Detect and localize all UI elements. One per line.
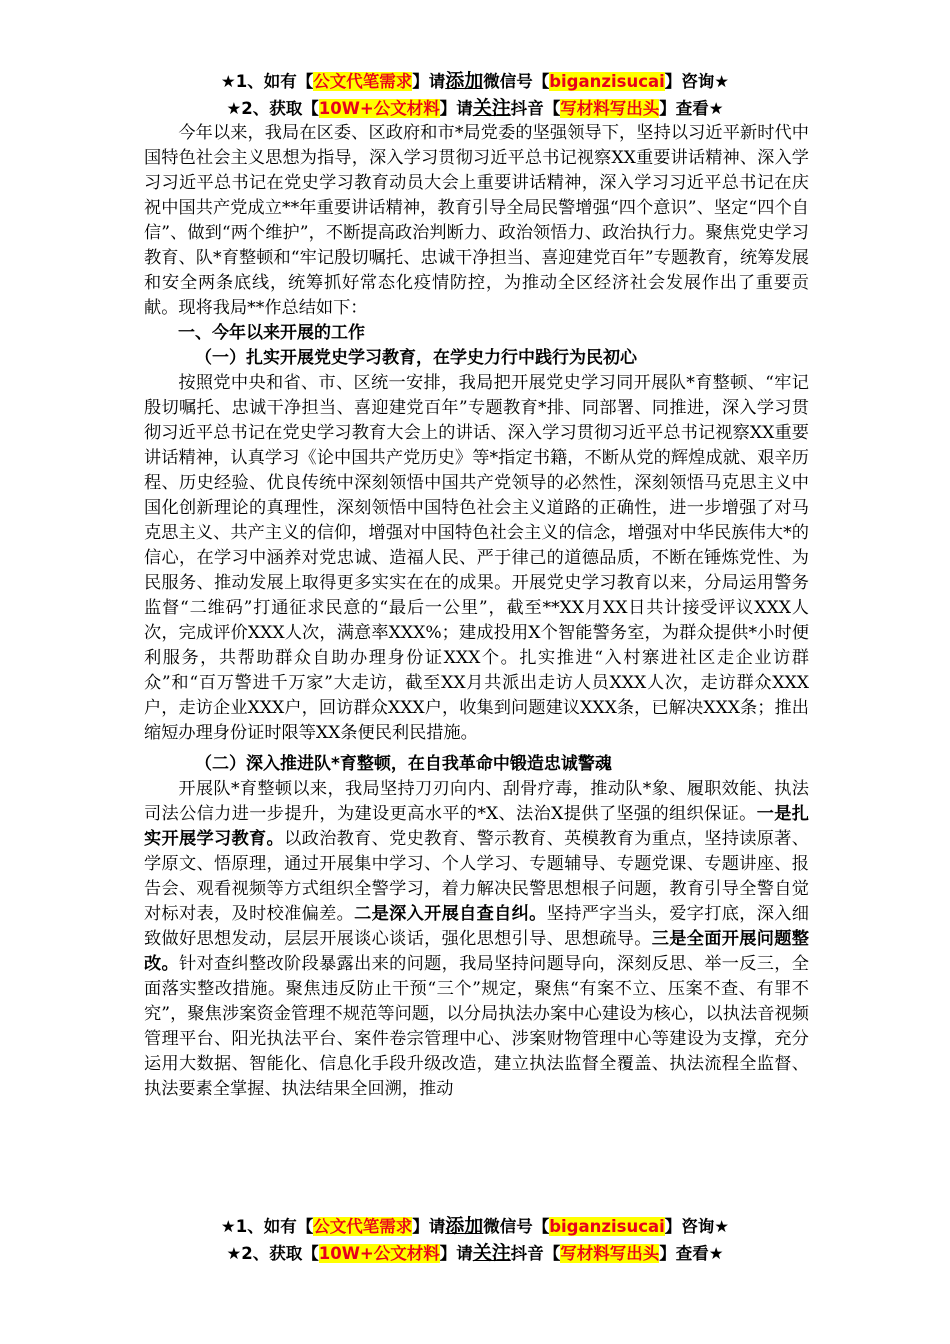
paragraph-text: 针对查纠整改阶段暴露出来的问题，我局坚持问题导向，深刻反思、举一反三，全面落实整改措施。聚焦违反防止干预“三个”规定，聚焦“有案不立、压案不查、有罪不究”，聚焦涉案资金管理不规范等问题，以分局执法办案中心建设为核心，以执法音视频管理平台、阳光执法平台、案件卷宗管理中心、涉案财物管理中心等建设为支撑，充分运用大数据、智能化、信息化手段升级改造，建立执法监督全覆盖、执法流程全监督、执法要素全掌握、执法结果全回溯，推动	[144, 954, 809, 1099]
promo-text: 】请	[439, 1244, 473, 1263]
promo-text: 抖音【	[510, 99, 561, 118]
subsection-heading-1: （一）扎实开展党史学习教育，在学史力行中践行为民初心	[195, 348, 637, 368]
promo-text: ★2、获取【	[226, 99, 319, 118]
promo-text: 微信号【	[483, 72, 550, 91]
promo-text: 】咨询★	[664, 72, 730, 91]
paragraph-text: 坚持严字当头，爱字打底，深入细致做好思想发动，层层开展谈心谈话，强化思想引导、思想疏导。	[144, 904, 809, 949]
promo-text: 】查看★	[659, 99, 724, 118]
intro-paragraph: 今年以来，我局在区委、区政府和市*局党委的坚强领导下，坚持以习近平新时代中国特色社会主义思想为指导，深入学习贯彻习近平总书记视察XX重要讲话精神、深入学习习近平总书记在党史学习教育动员大会上重要讲话精神，深入学习习近平总书记在庆祝中国共产党成立**年重要讲话精神，教育引导全局民警增强“四个意识”、坚定“四个自信”、做到“两个维护”，不断提高政治判断力、政治领悟力、政治执行力。聚焦党史学习教育、队*育整顿和“牢记殷切嘱托、忠诚干净担当、喜迎建党百年”专题教育，统筹发展和安全两条底线，统筹抓好常态化疫情防控，为推动全区经济社会发展作出了重要贡献。现将我局**作总结如下：	[144, 123, 809, 318]
paragraph-text: 以政治教育、党史教育、警示教育、英模教育为重点，坚持读原著、学原文、悟原理，通过开展集中学习、个人学习、专题辅导、专题党课、专题讲座、报告会、观看视频等方式组织全警学习，着力解决民警思想根子问题，教育引导全警自觉对标对表，及时校准偏差。	[144, 829, 809, 924]
document-body	[144, 121, 809, 1201]
subsection-2-paragraph	[144, 777, 809, 1102]
subsection-heading-2: （二）深入推进队*育整顿，在自我革命中锻造忠诚警魂	[195, 754, 612, 774]
bold-point-3: 三是全面开展问题整改。	[144, 929, 809, 974]
promo-highlight: 10W+公文材料	[318, 1244, 440, 1263]
promo-emphasis: 关注	[472, 1242, 511, 1264]
subsection-1-paragraph: 按照党中央和省、市、区统一安排，我局把开展党史学习同开展队*育整顿、“牢记殷切嘱托、忠诚干净担当、喜迎建党百年”专题教育*排、同部署、同推进，深入学习贯彻习近平总书记在党史学习教育大会上的讲话、深入学习贯彻习近平总书记视察XX重要讲话精神，认真学习《论中国共产党历史》等*指定书籍，不断从党的辉煌成就、艰辛历程、历史经验、优良传统中深刻领悟中国共产党领导的必然性，深刻领悟马克思主义中国化创新理论的真理性，深刻领悟中国特色社会主义道路的正确性，进一步增强了对马克思主义、共产主义的信仰，增强对中国特色社会主义的信念，增强对中华民族伟大*的信心，在学习中涵养对党忠诚、造福人民、严于律己的道德品质，不断在锤炼党性、为民服务、推动发展上取得更多实实在在的成果。开展党史学习教育以来，分局运用警务监督“二维码”打通征求民意的“最后一公里”，截至**XX月XX日共计接受评议XXX人次，完成评价XXX人次，满意率XXX%；建成投用X个智能警务室，为群众提供*小时便利服务，共帮助群众自助办理身份证XXX个。扎实推进“入村寨进社区走企业访群众”和“百万警进千万家”大走访，截至XX月共派出走访人员XXX人次，走访群众XXX户，走访企业XXX户，回访群众XXX户，收集到问题建议XXX条，已解决XXX条；推出缩短办理身份证时限等XX条便民利民措施。	[144, 373, 809, 743]
promo-line-douyin	[140, 95, 810, 122]
paragraph-text: 开展队*育整顿以来，我局坚持刀刃向内、刮骨疗毒，推动队*象、履职效能、执法司法公信力进一步提升，为建设更高水平的*X、法治X提供了坚强的组织保证。	[144, 779, 809, 824]
promo-highlight-wechat-id: biganzisucai	[549, 1217, 665, 1236]
promo-text: 】咨询★	[664, 1217, 730, 1236]
promo-emphasis: 添加	[445, 70, 484, 92]
bold-point-2: 二是深入开展自查自纠。	[354, 904, 547, 924]
promo-text: ★2、获取【	[226, 1244, 319, 1263]
promo-text: 抖音【	[510, 1244, 561, 1263]
promo-highlight: 公文代笔需求	[313, 1217, 413, 1236]
promo-banner-bottom	[140, 1213, 810, 1267]
promo-highlight-douyin-id: 写材料写出头	[560, 1244, 660, 1263]
promo-line-wechat	[140, 1213, 810, 1240]
promo-line-wechat	[140, 68, 810, 95]
promo-text: 微信号【	[483, 1217, 550, 1236]
promo-text: ★1、如有【	[220, 72, 314, 91]
promo-highlight: 公文代笔需求	[313, 72, 413, 91]
promo-text: ★1、如有【	[220, 1217, 314, 1236]
promo-text: 】请	[412, 1217, 446, 1236]
section-heading-1: 一、今年以来开展的工作	[178, 323, 365, 343]
promo-banner-top	[140, 68, 810, 122]
promo-emphasis: 关注	[472, 97, 511, 119]
bold-point-1: 一是扎实开展学习教育。	[144, 804, 809, 849]
promo-text: 】请	[412, 72, 446, 91]
promo-text: 】查看★	[659, 1244, 724, 1263]
promo-text: 】请	[439, 99, 473, 118]
promo-line-douyin	[140, 1240, 810, 1267]
promo-emphasis: 添加	[445, 1215, 484, 1237]
promo-highlight-wechat-id: biganzisucai	[549, 72, 665, 91]
promo-highlight-douyin-id: 写材料写出头	[560, 99, 660, 118]
promo-highlight: 10W+公文材料	[318, 99, 440, 118]
